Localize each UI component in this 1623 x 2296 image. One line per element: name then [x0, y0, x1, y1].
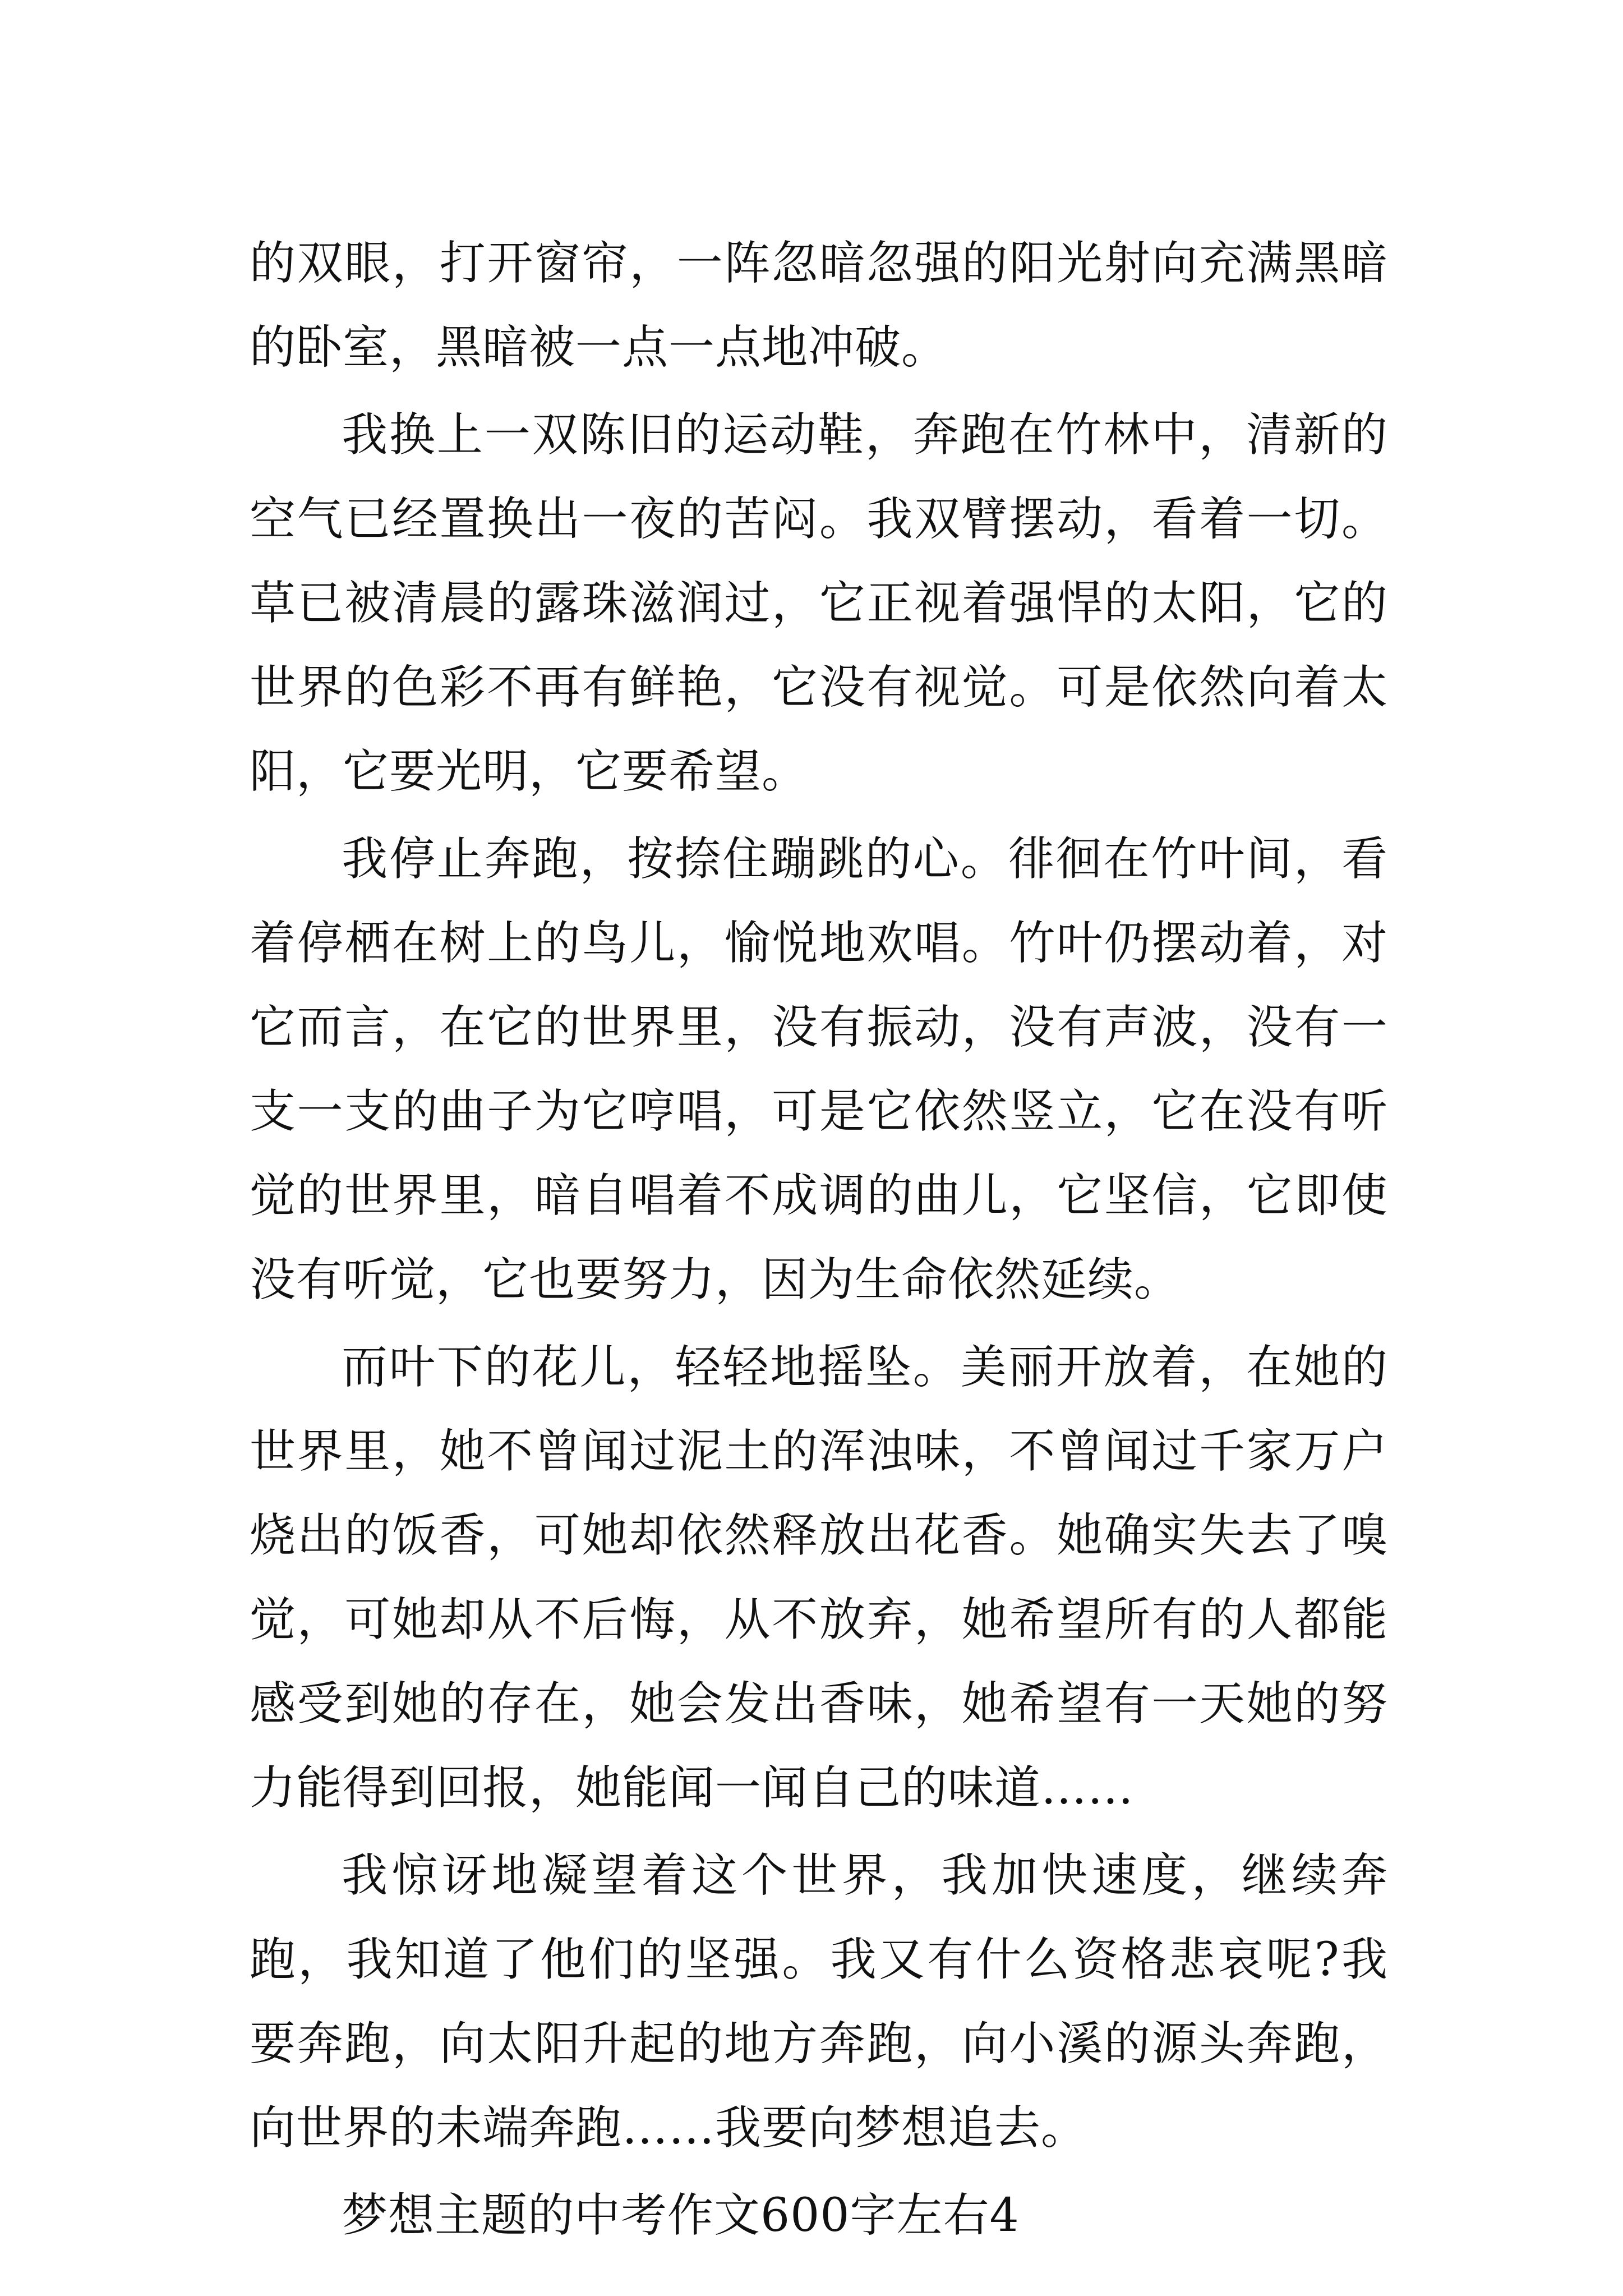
paragraph-1: 的双眼，打开窗帘，一阵忽暗忽强的阳光射向充满黑暗的卧室，黑暗被一点一点地冲破。: [250, 237, 1388, 374]
section-heading: 梦想主题的中考作文600字左右4: [342, 2189, 1020, 2242]
paragraph-5: 我惊讶地凝望着这个世界，我加快速度，继续奔跑，我知道了他们的坚强。我又有什么资格悲哀呢?我要奔跑，向太阳升起的地方奔跑，向小溪的源头奔跑，向世界的未端奔跑……我要向梦想追去。: [250, 1849, 1388, 2155]
paragraph-2: 我换上一双陈旧的运动鞋，奔跑在竹林中，清新的空气已经置换出一夜的苦闷。我双臂摆动，看着一切。草已被清晨的露珠滋润过，它正视着强悍的太阳，它的世界的色彩不再有鲜艳，它没有视觉。可是依然向着太阳，它要光明，它要希望。: [250, 408, 1388, 798]
paragraph-4: 而叶下的花儿，轻轻地摇坠。美丽开放着，在她的世界里，她不曾闻过泥土的浑浊味，不曾闻过千家万户烧出的饭香，可她却依然释放出花香。她确实失去了嗅觉，可她却从不后悔，从不放弃，她希望所有的人都能感受到她的存在，她会发出香味，她希望有一天她的努力能得到回报，她能闻一闻自己的味道……: [250, 1341, 1388, 1815]
paragraph-3: 我停止奔跑，按捺住蹦跳的心。徘徊在竹叶间，看着停栖在树上的鸟儿，愉悦地欢唱。竹叶仍摆动着，对它而言，在它的世界里，没有振动，没有声波，没有一支一支的曲子为它哼唱，可是它依然竖立，它在没有听觉的世界里，暗自唱着不成调的曲儿，它坚信，它即使没有听觉，它也要努力，因为生命依然延续。: [250, 832, 1388, 1306]
document-body: [250, 222, 1388, 2258]
